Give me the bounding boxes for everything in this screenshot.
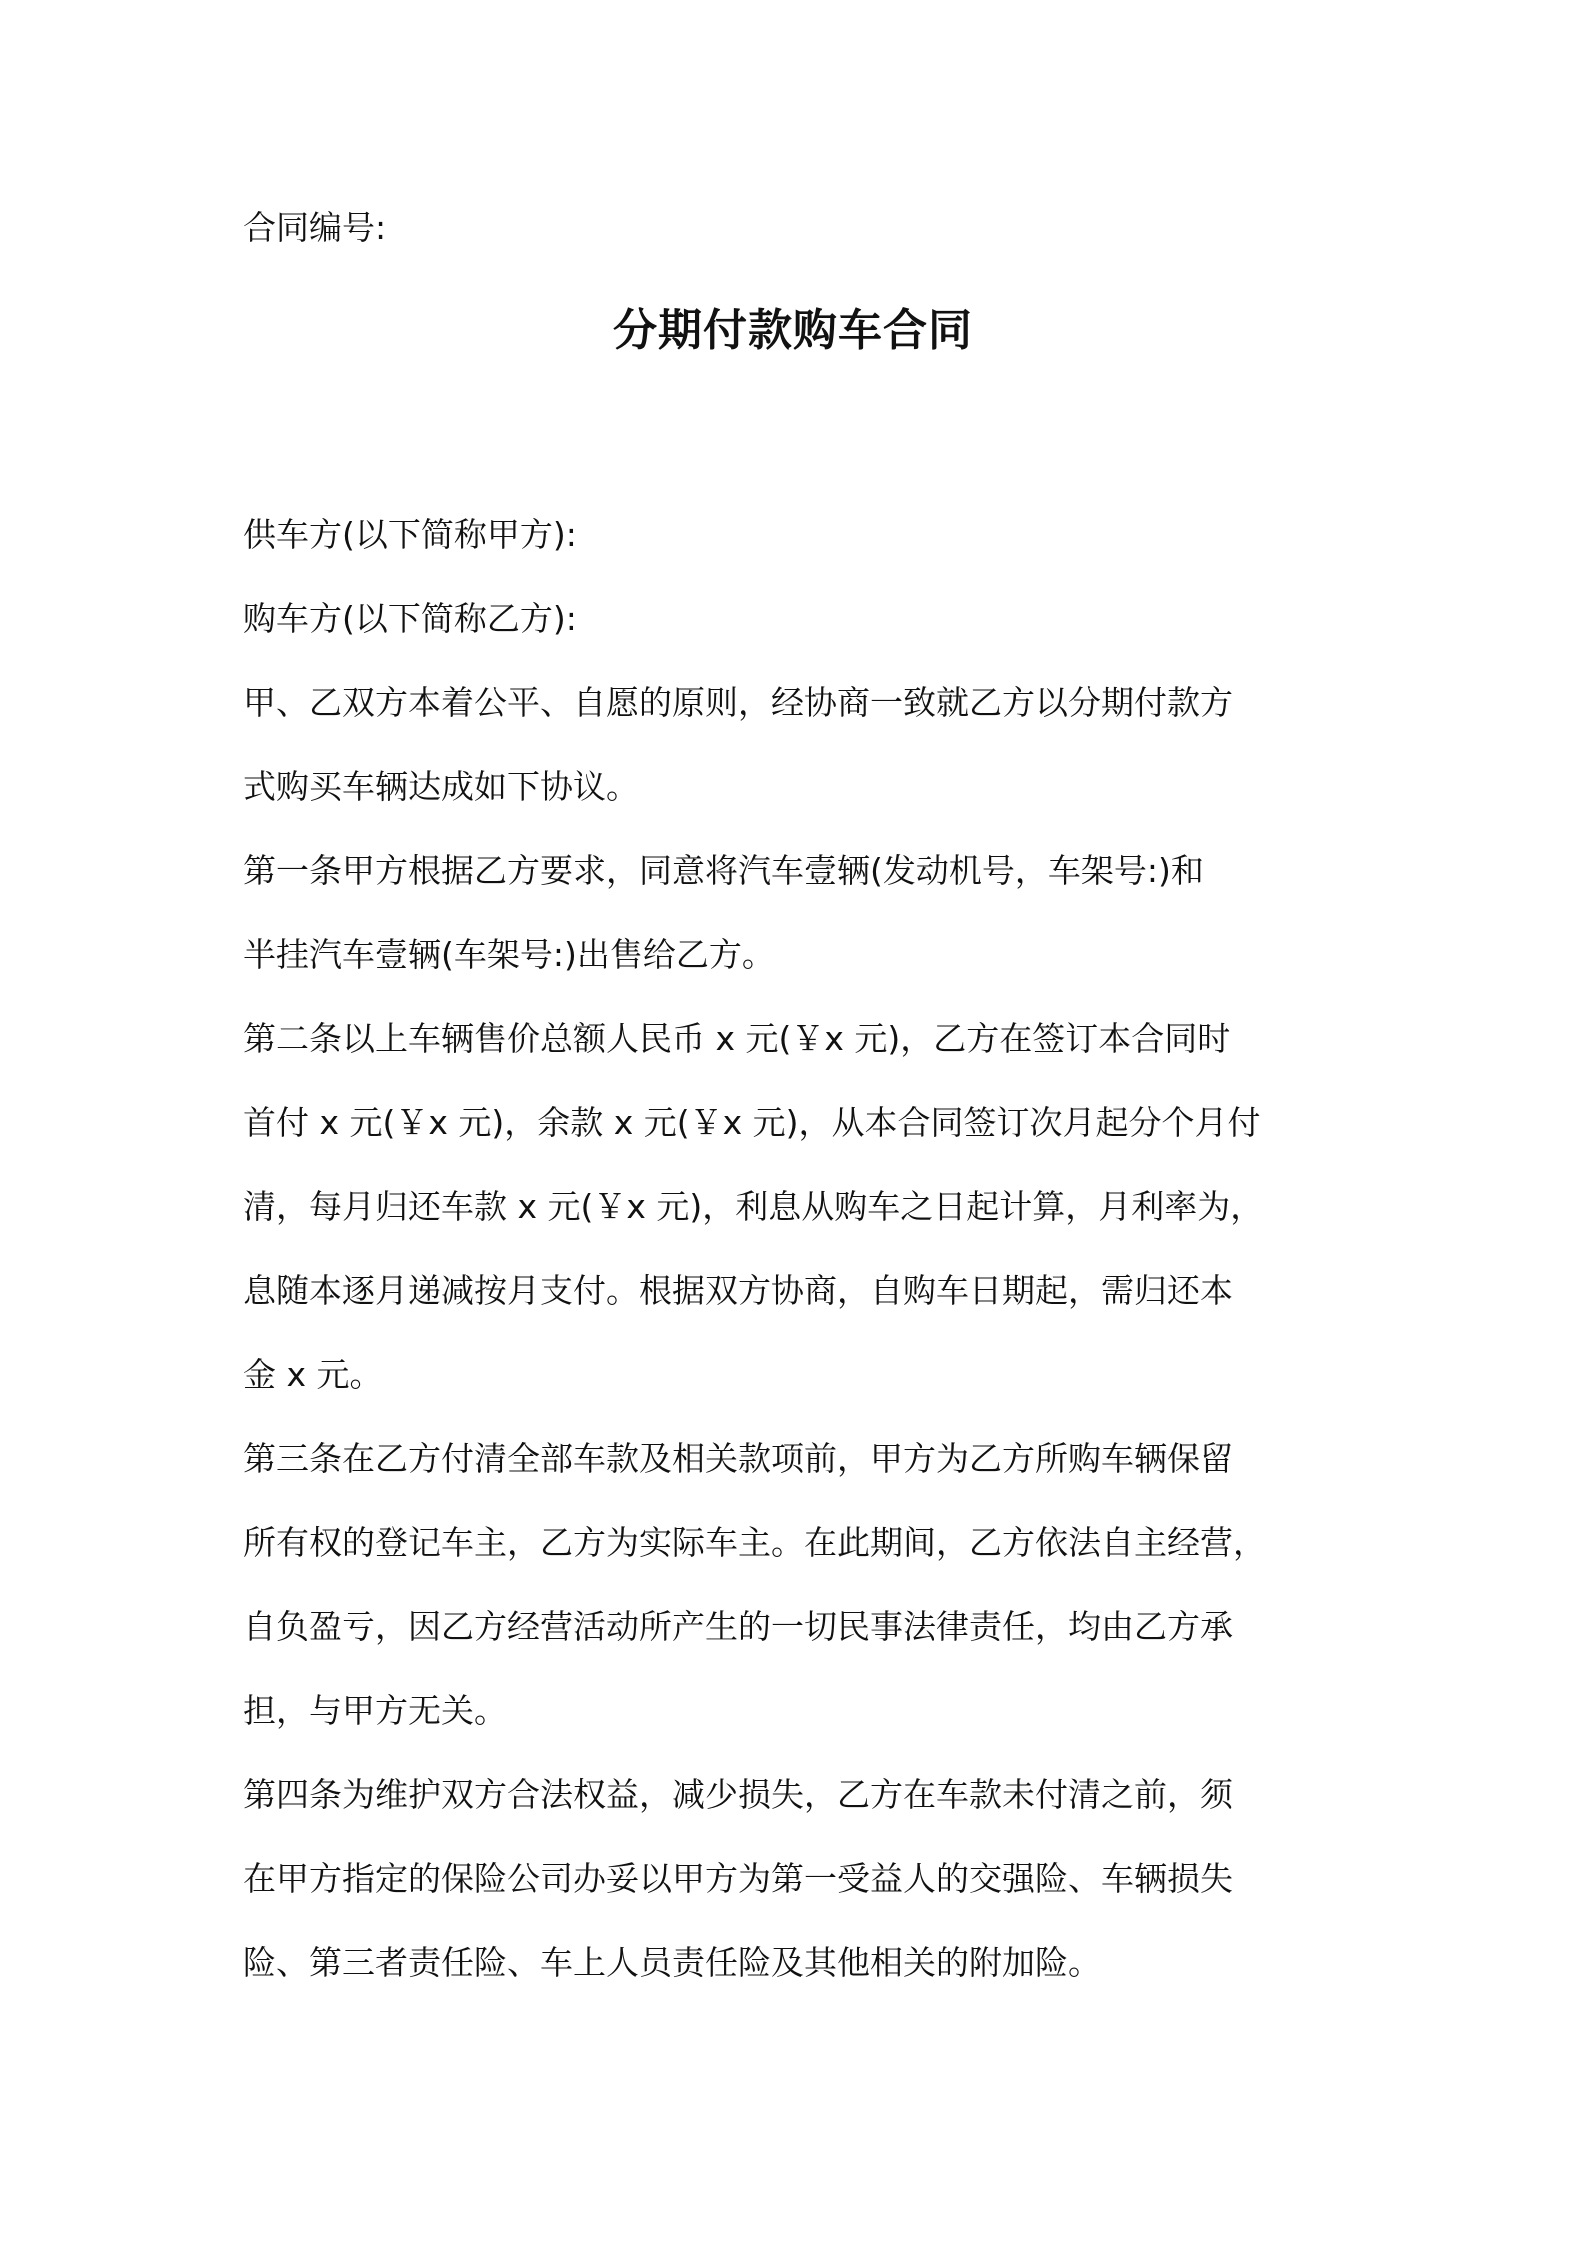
article-3-line: 所有权的登记车主，乙方为实际车主。在此期间，乙方依法自主经营，	[243, 1523, 1266, 1562]
article-2-line: 息随本逐月递减按月支付。根据双方协商，自购车日期起，需归还本	[243, 1271, 1233, 1310]
article-1-line: 半挂汽车壹辆(车架号:)出售给乙方。	[243, 935, 775, 974]
preamble-line: 甲、乙双方本着公平、自愿的原则，经协商一致就乙方以分期付款方	[243, 683, 1233, 722]
article-2-line: 首付 x 元(￥x 元)，余款 x 元(￥x 元)，从本合同签订次月起分个月付	[243, 1103, 1261, 1142]
article-2-line: 第二条以上车辆售价总额人民币 x 元(￥x 元)，乙方在签订本合同时	[243, 1019, 1231, 1058]
article-4-line: 险、第三者责任险、车上人员责任险及其他相关的附加险。	[243, 1943, 1101, 1982]
article-4-line: 第四条为维护双方合法权益，减少损失，乙方在车款未付清之前，须	[243, 1775, 1233, 1814]
contract-number-label: 合同编号:	[243, 208, 387, 247]
article-3-line: 自负盈亏，因乙方经营活动所产生的一切民事法律责任，均由乙方承	[243, 1607, 1233, 1646]
article-4-line: 在甲方指定的保险公司办妥以甲方为第一受益人的交强险、车辆损失	[243, 1859, 1233, 1898]
party-a-line: 供车方(以下简称甲方):	[243, 515, 577, 554]
document-title: 分期付款购车合同	[613, 305, 973, 356]
article-3-line: 担，与甲方无关。	[243, 1691, 507, 1730]
contract-body	[243, 493, 1373, 2005]
article-2-line: 金 x 元。	[243, 1355, 383, 1394]
article-2-line: 清，每月归还车款 x 元(￥x 元)，利息从购车之日起计算，月利率为，	[243, 1187, 1264, 1226]
article-3-line: 第三条在乙方付清全部车款及相关款项前，甲方为乙方所购车辆保留	[243, 1439, 1233, 1478]
party-b-line: 购车方(以下简称乙方):	[243, 599, 577, 638]
preamble-line: 式购买车辆达成如下协议。	[243, 767, 639, 806]
article-1-line: 第一条甲方根据乙方要求，同意将汽车壹辆(发动机号，车架号:)和	[243, 851, 1204, 890]
